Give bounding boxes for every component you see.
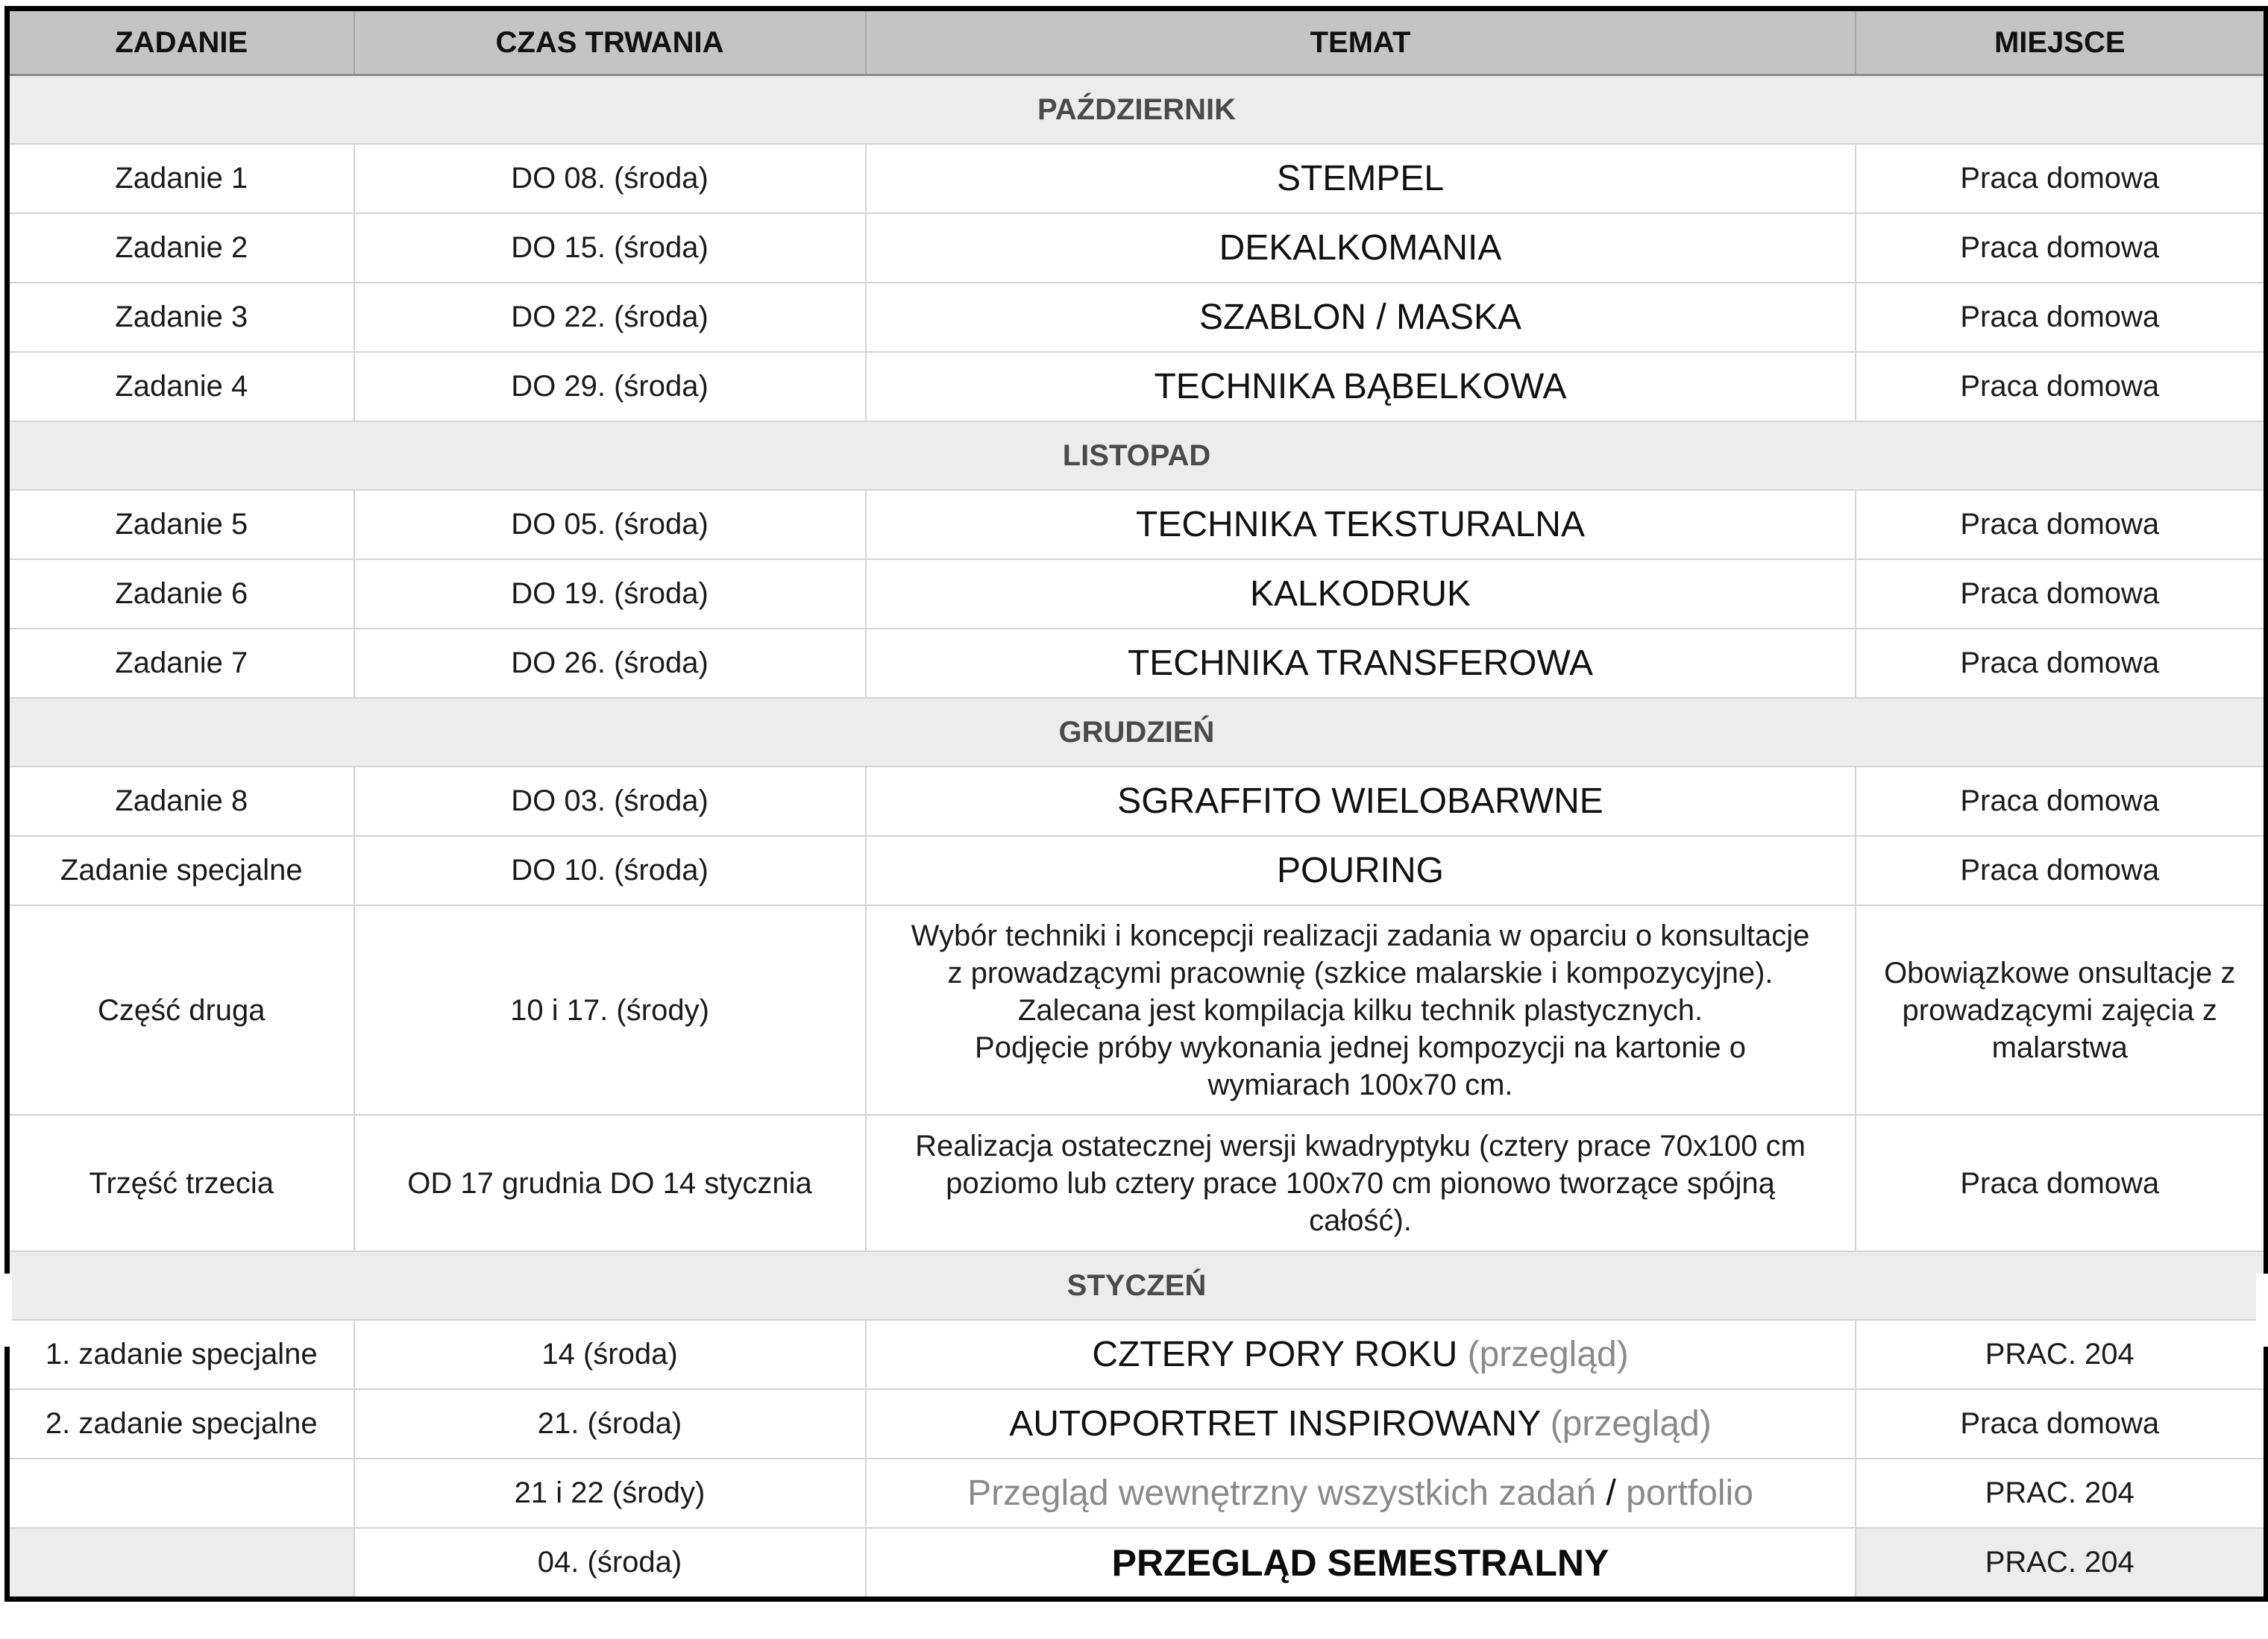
topic-line: Podjęcie próby wykonania jednej kompozycji na kartonie o xyxy=(975,1031,1746,1064)
topic-cell: PRZEGLĄD SEMESTRALNY xyxy=(866,1528,1856,1599)
topic-cell xyxy=(866,905,1856,1115)
topic-line: Realizacja ostatecznej wersji kwadryptyku (cztery prace 70x100 cm xyxy=(915,1129,1806,1163)
table-row xyxy=(7,213,2267,283)
duration-cell: 21 i 22 (środy) xyxy=(354,1459,866,1528)
place-cell: Praca domowa xyxy=(1856,767,2267,836)
place-cell: Praca domowa xyxy=(1856,629,2267,698)
table-row xyxy=(7,352,2267,421)
duration-cell: 14 (środa) xyxy=(354,1320,866,1389)
month-row-october xyxy=(7,75,2267,145)
place-cell: Praca domowa xyxy=(1856,213,2267,283)
place-cell: Praca domowa xyxy=(1856,144,2267,213)
table-row xyxy=(7,1115,2267,1251)
duration-cell: 21. (środa) xyxy=(354,1389,866,1459)
task-cell: Zadanie specjalne xyxy=(7,836,354,905)
place-cell: Praca domowa xyxy=(1856,1389,2267,1459)
table-row xyxy=(7,905,2267,1115)
table-row xyxy=(7,283,2267,352)
topic-cell xyxy=(866,1459,1856,1528)
place-line: malarstwa xyxy=(1991,1031,2128,1064)
topic-note: (przegląd) xyxy=(1467,1335,1629,1374)
topic-cell: SGRAFFITO WIELOBARWNE xyxy=(866,767,1856,836)
header-task: ZADANIE xyxy=(7,9,354,75)
duration-cell: DO 15. (środa) xyxy=(354,213,866,283)
table-row xyxy=(7,767,2267,836)
topic-cell: KALKODRUK xyxy=(866,559,1856,629)
topic-line: Wybór techniki i koncepcji realizacji zadania w oparciu o konsultacje xyxy=(911,919,1810,952)
place-line: Obowiązkowe onsultacje z xyxy=(1884,956,2236,990)
month-row-november xyxy=(7,421,2267,490)
topic-line: całość). xyxy=(1309,1204,1412,1237)
month-row-january xyxy=(7,1251,2267,1320)
table-row xyxy=(7,559,2267,629)
duration-cell: DO 29. (środa) xyxy=(354,352,866,421)
schedule-table xyxy=(4,6,2268,1602)
task-cell: Zadanie 4 xyxy=(7,352,354,421)
place-cell xyxy=(1856,905,2267,1115)
duration-cell: DO 03. (środa) xyxy=(354,767,866,836)
task-cell xyxy=(7,1528,354,1599)
task-cell: Zadanie 1 xyxy=(7,144,354,213)
task-cell: Zadanie 2 xyxy=(7,213,354,283)
header-row xyxy=(7,9,2267,75)
task-cell: 2. zadanie specjalne xyxy=(7,1389,354,1459)
task-cell: Zadanie 7 xyxy=(7,629,354,698)
topic-cell xyxy=(866,1115,1856,1251)
month-label: STYCZEŃ xyxy=(7,1251,2267,1320)
task-cell: Zadanie 3 xyxy=(7,283,354,352)
duration-cell: DO 05. (środa) xyxy=(354,490,866,559)
topic-cell: TECHNIKA TRANSFEROWA xyxy=(866,629,1856,698)
topic-line: wymiarach 100x70 cm. xyxy=(1207,1068,1513,1101)
topic-cell: STEMPEL xyxy=(866,144,1856,213)
duration-cell: OD 17 grudnia DO 14 stycznia xyxy=(354,1115,866,1251)
table-row-final-review xyxy=(7,1528,2267,1599)
place-cell: Praca domowa xyxy=(1856,283,2267,352)
duration-cell: DO 19. (środa) xyxy=(354,559,866,629)
topic-separator: / xyxy=(1606,1473,1616,1513)
place-cell: Praca domowa xyxy=(1856,559,2267,629)
topic-line: z prowadzącymi pracownię (szkice malarskie i kompozycyjne). xyxy=(947,956,1774,990)
topic-cell: SZABLON / MASKA xyxy=(866,283,1856,352)
header-topic: TEMAT xyxy=(866,9,1856,75)
month-label: PAŹDZIERNIK xyxy=(7,75,2267,145)
table-row xyxy=(7,490,2267,559)
place-cell: Praca domowa xyxy=(1856,836,2267,905)
task-cell xyxy=(7,1459,354,1528)
topic-line: poziomo lub cztery prace 100x70 cm pionowo tworzące spójną xyxy=(946,1166,1775,1200)
place-cell: Praca domowa xyxy=(1856,1115,2267,1251)
duration-cell: DO 26. (środa) xyxy=(354,629,866,698)
task-cell: Zadanie 5 xyxy=(7,490,354,559)
topic-cell: POURING xyxy=(866,836,1856,905)
table-row xyxy=(7,629,2267,698)
topic-cell xyxy=(866,1389,1856,1459)
task-cell: Zadanie 8 xyxy=(7,767,354,836)
table-row xyxy=(7,836,2267,905)
topic-cell xyxy=(866,1320,1856,1389)
task-cell: Część druga xyxy=(7,905,354,1115)
place-cell: Praca domowa xyxy=(1856,490,2267,559)
duration-cell: DO 08. (środa) xyxy=(354,144,866,213)
task-cell: Zadanie 6 xyxy=(7,559,354,629)
place-cell: PRAC. 204 xyxy=(1856,1528,2267,1599)
duration-cell: 04. (środa) xyxy=(354,1528,866,1599)
task-cell: 1. zadanie specjalne xyxy=(7,1320,354,1389)
place-line: prowadzącymi zajęcia z xyxy=(1902,993,2217,1027)
topic-cell: TECHNIKA BĄBELKOWA xyxy=(866,352,1856,421)
topic-part-b: portfolio xyxy=(1626,1473,1753,1513)
table-row xyxy=(7,1389,2267,1459)
place-cell: PRAC. 204 xyxy=(1856,1320,2267,1389)
duration-cell: DO 10. (środa) xyxy=(354,836,866,905)
task-cell: Trzęść trzecia xyxy=(7,1115,354,1251)
table-row xyxy=(7,1459,2267,1528)
table-row xyxy=(7,144,2267,213)
border-gap-left xyxy=(0,1274,12,1347)
topic-cell: DEKALKOMANIA xyxy=(866,213,1856,283)
topic-title: CZTERY PORY ROKU xyxy=(1092,1335,1458,1374)
topic-cell: TECHNIKA TEKSTURALNA xyxy=(866,490,1856,559)
place-cell: Praca domowa xyxy=(1856,352,2267,421)
border-gap-right xyxy=(2256,1274,2268,1347)
topic-note: (przegląd) xyxy=(1550,1404,1712,1444)
duration-cell: 10 i 17. (środy) xyxy=(354,905,866,1115)
topic-title: AUTOPORTRET INSPIROWANY xyxy=(1009,1404,1541,1444)
month-label: GRUDZIEŃ xyxy=(7,698,2267,767)
topic-line: Zalecana jest kompilacja kilku technik plastycznych. xyxy=(1017,993,1703,1027)
duration-cell: DO 22. (środa) xyxy=(354,283,866,352)
header-place: MIEJSCE xyxy=(1856,9,2267,75)
month-row-december xyxy=(7,698,2267,767)
topic-part-a: Przegląd wewnętrzny wszystkich zadań xyxy=(967,1473,1597,1513)
place-cell: PRAC. 204 xyxy=(1856,1459,2267,1528)
table-row xyxy=(7,1320,2267,1389)
month-label: LISTOPAD xyxy=(7,421,2267,490)
header-duration: CZAS TRWANIA xyxy=(354,9,866,75)
